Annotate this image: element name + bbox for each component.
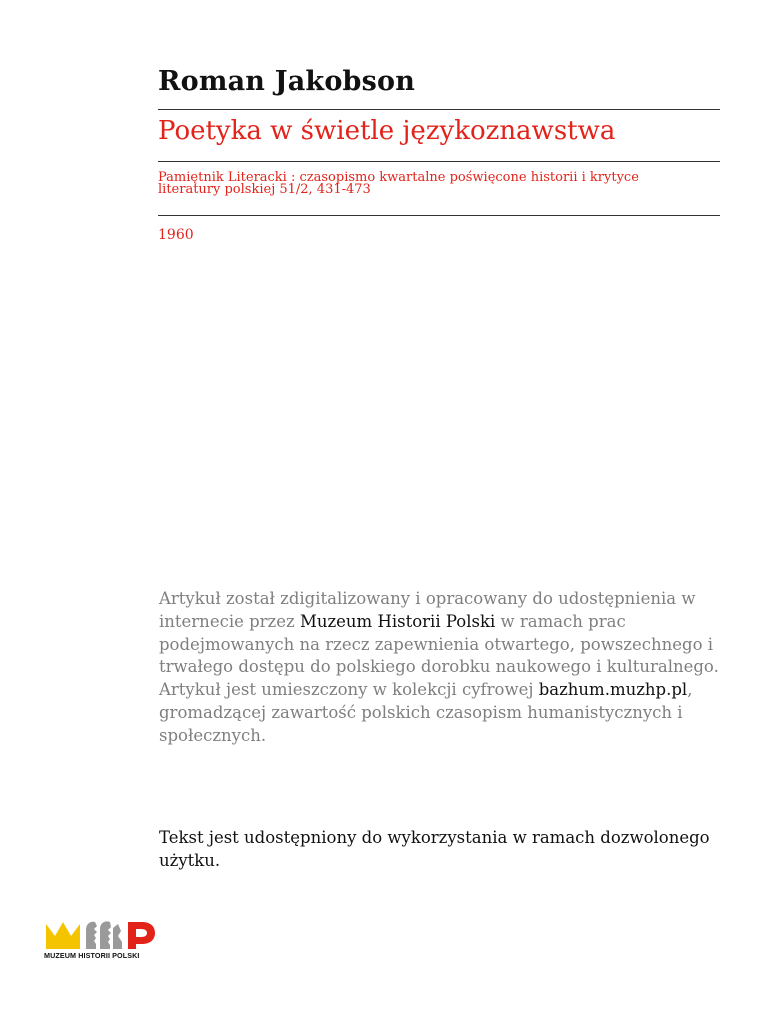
journal-citation [158, 172, 678, 196]
logo-caption: MUZEUM HISTORII POLSKI [44, 951, 140, 960]
digitization-notice [159, 588, 719, 748]
profile-icon [100, 921, 111, 949]
divider-line [158, 215, 720, 216]
article-title: Poetyka w świetle językoznawstwa [158, 116, 616, 146]
museum-name: Muzeum Historii Polski [299, 611, 496, 631]
author-name: Roman Jakobson [158, 66, 416, 97]
museum-logo [44, 918, 164, 962]
notice-text: , gromadzącej zawartość polskich czasopism humanistycznych i społecznych. [159, 680, 693, 745]
profile-icon [86, 922, 97, 949]
divider-line [158, 109, 720, 110]
profile-icon [113, 924, 122, 949]
journal-citation-line: Pamiętnik Literacki : czasopismo kwartalne poświęcone historii i krytyce [158, 170, 639, 185]
license-notice: Tekst jest udostępniony do wykorzystania w ramach dozwolonego użytku. [159, 828, 710, 870]
crown-icon [46, 922, 80, 949]
collection-link[interactable]: bazhum.muzhp.pl [538, 680, 688, 700]
journal-citation-line: literatury polskiej 51/2, 431-473 [158, 182, 371, 197]
museum-logo-icon [44, 918, 164, 952]
publication-year: 1960 [158, 227, 194, 243]
notice-text: Artykuł został zdigitalizowany i opracowany do udostępnienia w internecie przez [159, 589, 696, 631]
letter-p-icon [128, 922, 155, 949]
divider-line [158, 161, 720, 162]
notice-text: w ramach prac podejmowanych na rzecz zapewnienia otwartego, powszechnego i trwałego dostępu do polskiego dorobku naukowego i kulturalnego. Artykuł jest umieszczony w kolekcji cyfrowej [159, 611, 719, 700]
